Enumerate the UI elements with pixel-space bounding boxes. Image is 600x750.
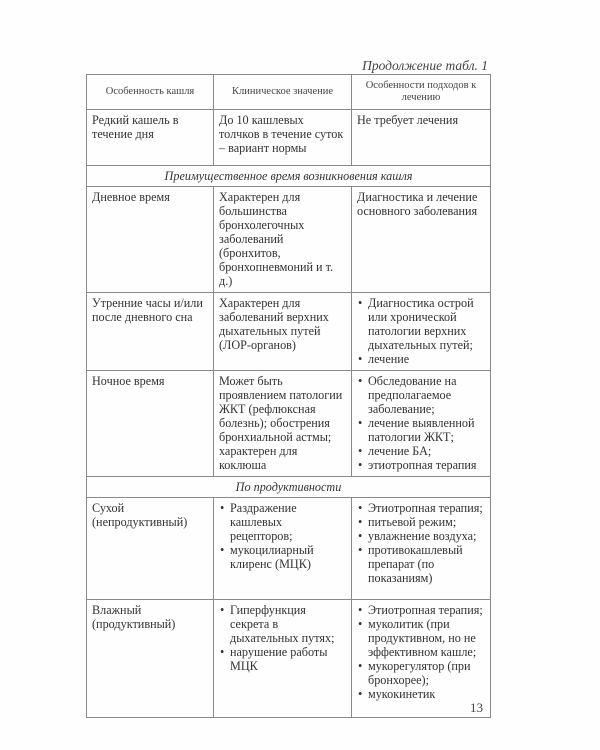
- list-item: • увлажнение воздуха;: [357, 529, 486, 543]
- header-feature: Особенность кашля: [87, 75, 214, 110]
- cell-feature: Утренние часы и/или после дневного сна: [87, 293, 214, 371]
- list-item: • Этиотропная терапия;: [357, 603, 486, 617]
- list-item: • Диагностика острой или хронической патологии верхних дыхательных путей;: [357, 296, 486, 352]
- cell-feature: Сухой (непродуктивный): [87, 498, 214, 600]
- table-row: [87, 371, 491, 477]
- bullet-list: [357, 374, 486, 472]
- list-item: • мукокинетик: [357, 687, 486, 701]
- list-item: • лечение выявленной патологии ЖКТ;: [357, 416, 486, 444]
- cell-clinical: [214, 498, 352, 600]
- list-item: • мукоцилиарный клиренс (МЦК): [219, 543, 347, 571]
- section-row: [87, 477, 491, 498]
- cell-treatment: [352, 293, 491, 371]
- list-item: • этиотропная терапия: [357, 458, 486, 472]
- bullet-list: [357, 603, 486, 701]
- section-title-time: Преимущественное время возникновения кашля: [87, 166, 491, 187]
- header-clinical: Клиническое значение: [214, 75, 352, 110]
- list-item: • Раздражение кашлевых рецепторов;: [219, 501, 347, 543]
- cell-feature: Ночное время: [87, 371, 214, 477]
- list-item: • Гиперфункция секрета в дыхательных путях;: [219, 603, 347, 645]
- cell-feature: Редкий кашель в течение дня: [87, 110, 214, 166]
- table-row: [87, 600, 491, 718]
- list-item: • лечение: [357, 352, 486, 366]
- cell-feature: Дневное время: [87, 187, 214, 293]
- cell-treatment: [352, 371, 491, 477]
- cell-clinical: [214, 600, 352, 718]
- cough-table: [86, 74, 491, 718]
- list-item: • нарушение работы МЦК: [219, 645, 347, 673]
- cell-clinical: До 10 кашлевых толчков в течение суток – вариант нормы: [214, 110, 352, 166]
- table-caption: Продолжение табл. 1: [362, 58, 488, 73]
- list-item: • противокашлевый препарат (по показаниям): [357, 543, 486, 585]
- bullet-list: [219, 603, 347, 673]
- table-header-row: [87, 75, 491, 110]
- list-item: • Обследование на предполагаемое заболевание;: [357, 374, 486, 416]
- cell-clinical: Характерен для заболеваний верхних дыхательных путей (ЛОР-органов): [214, 293, 352, 371]
- cell-clinical: Может быть проявлением патологии ЖКТ (рефлюксная болезнь); обострения бронхиальной астмы; характерен для коклюша: [214, 371, 352, 477]
- bullet-list: [357, 296, 486, 366]
- section-row: [87, 166, 491, 187]
- bullet-list: [357, 501, 486, 585]
- cell-treatment: Диагностика и лечение основного заболевания: [352, 187, 491, 293]
- table-row: [87, 110, 491, 166]
- cell-feature: Влажный (продуктивный): [87, 600, 214, 718]
- list-item: • мукорегулятор (при бронхорее);: [357, 659, 486, 687]
- list-item: • Этиотропная терапия;: [357, 501, 486, 515]
- table-row: [87, 187, 491, 293]
- page-number: 13: [470, 700, 483, 715]
- bullet-list: [219, 501, 347, 571]
- cell-treatment: [352, 498, 491, 600]
- list-item: • лечение БА;: [357, 444, 486, 458]
- header-treatment: Особенности подходов к лечению: [352, 75, 491, 110]
- list-item: • питьевой режим;: [357, 515, 486, 529]
- table-row: [87, 293, 491, 371]
- table-row: [87, 498, 491, 600]
- section-title-productivity: По продуктивности: [87, 477, 491, 498]
- cell-clinical: Характерен для большинства бронхолегочных заболеваний (бронхитов, бронхопневмоний и т. д.): [214, 187, 352, 293]
- list-item: • муколитик (при продуктивном, но не эффективном кашле;: [357, 617, 486, 659]
- cell-treatment: Не требует лечения: [352, 110, 491, 166]
